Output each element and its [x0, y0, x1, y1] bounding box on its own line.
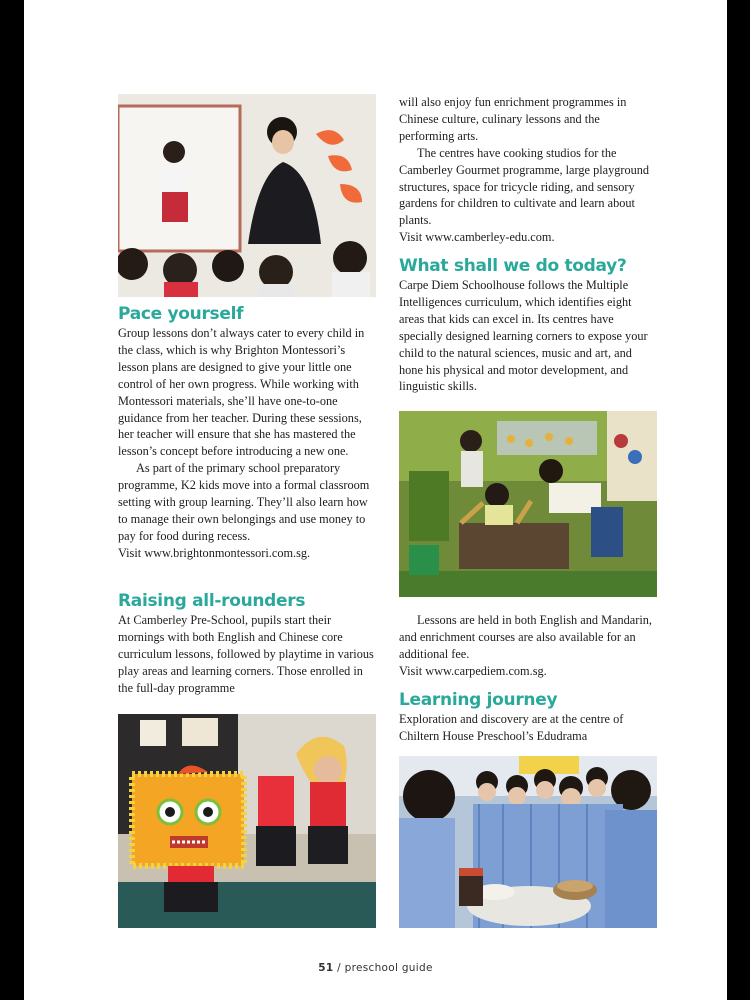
heading-learning-journey: Learning journey: [399, 690, 558, 710]
page-number: 51: [318, 962, 334, 974]
today-paragraph-1: Carpe Diem Schoolhouse follows the Multiple Intelligences curriculum, which identifies eight areas that kids can excel in. Its centres have specially designed learning corners to expose your child to the natural sciences, music and art, and hone his physical and motor development, and linguistic skills.: [399, 278, 648, 394]
heading-raising-all-rounders: Raising all-rounders: [118, 591, 306, 611]
section-learning-journey: [399, 690, 657, 745]
footer-separator: /: [333, 962, 345, 974]
publication-title: preschool guide: [344, 962, 433, 974]
magazine-page: [24, 0, 727, 1000]
journey-paragraph-1: Exploration and discovery are at the centre of Chiltern House Preschool’s Edudrama: [399, 712, 624, 743]
heading-pace-yourself: Pace yourself: [118, 304, 244, 324]
raising-paragraph-1: At Camberley Pre-School, pupils start their mornings with both English and Chinese core curriculum lessons, followed by playtime in various play areas and learning corners. Those enrolled in the full-day programme: [118, 613, 374, 695]
section-what-shall-we-do-today: [399, 256, 657, 395]
section-raising-all-rounders: [118, 591, 376, 697]
pace-visit-link[interactable]: Visit www.brightonmontessori.com.sg.: [118, 545, 311, 560]
section-pace-yourself: [118, 304, 376, 562]
pace-paragraph-1: Group lessons don’t always cater to every child in the class, which is why Brighton Montessori’s lesson plans are designed to give your little one control of her own progress. While working with Montessori materials, she’ll have one-to-one guidance from her teacher. During these sessions, her teacher will ensure that she has mastered the lesson’s concept before introducing a new one.: [118, 326, 365, 459]
photo-children-in-garden: [399, 411, 657, 597]
page-footer: [24, 962, 727, 974]
lessons-paragraph-1: Lessons are held in both English and Mandarin, and enrichment courses are also available for an additional fee.: [399, 613, 652, 661]
lessons-visit-link[interactable]: Visit www.carpediem.com.sg.: [399, 663, 547, 678]
camberley-visit-link[interactable]: Visit www.camberley-edu.com.: [399, 230, 555, 245]
photo-teacher-and-children: [118, 94, 376, 297]
photo-children-in-costumes: [118, 714, 376, 928]
camberley-continuation: will also enjoy fun enrichment programmes in Chinese culture, culinary lessons and the performing arts.: [399, 95, 627, 143]
section-camberley-continued: [399, 94, 657, 246]
photo-children-cooking: [399, 756, 657, 928]
camberley-paragraph-2: The centres have cooking studios for the Camberley Gourmet programme, large playground structures, space for tricycle riding, and sensory gardens for children to cultivate and learn about plants.: [399, 145, 650, 228]
heading-what-shall-we-do-today: What shall we do today?: [399, 256, 627, 276]
section-lessons: [399, 612, 657, 680]
pace-paragraph-2: As part of the primary school preparatory programme, K2 kids move into a formal classroom setting with group learning. They’ll also learn how to manage their own belongings and use money to pay for food during recess.: [118, 461, 370, 543]
